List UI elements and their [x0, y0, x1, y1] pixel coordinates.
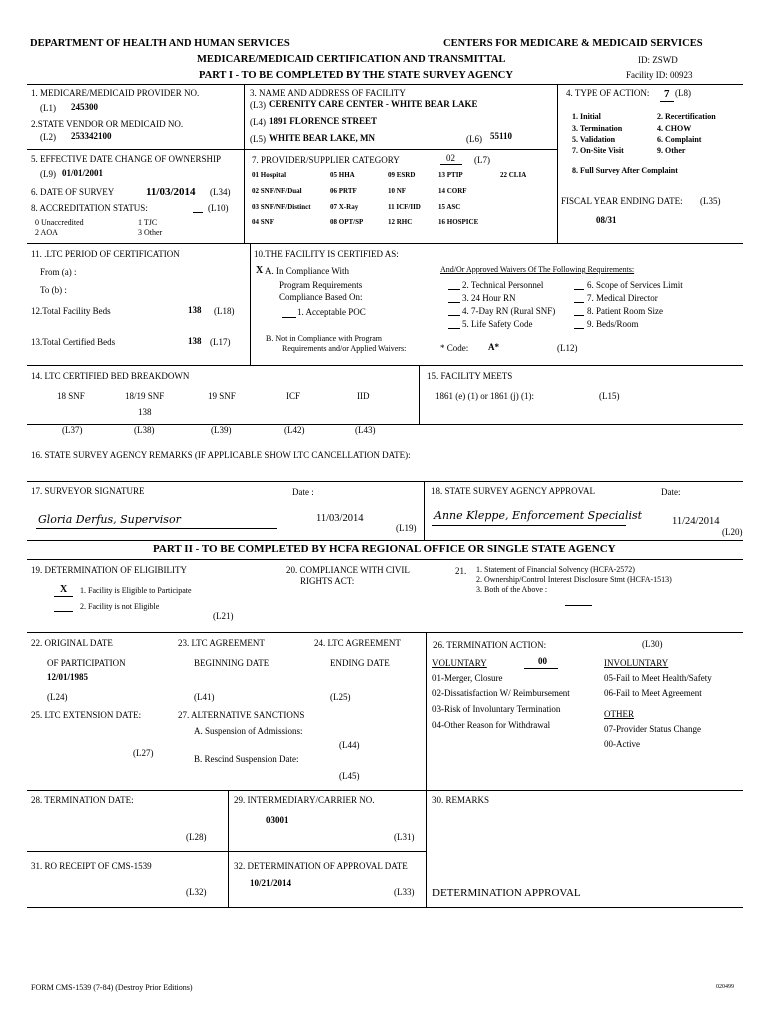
determination-approval: DETERMINATION APPROVAL [432, 887, 581, 899]
ltc-end-sub: ENDING DATE [330, 658, 390, 668]
involuntary-heading: INVOLUNTARY [604, 658, 669, 668]
survey-date-label: 6. DATE OF SURVEY [31, 187, 115, 197]
rescind-suspension: B. Rescind Suspension Date: [194, 754, 299, 764]
l5-code: (L5) [250, 134, 266, 144]
col-1819snf: 18/19 SNF [125, 391, 165, 401]
compliance-x: X [256, 265, 264, 276]
vol-03: 03-Risk of Involuntary Termination [432, 704, 561, 714]
ltc-to: To (b) : [40, 285, 67, 295]
cat-22: 22 CLIA [500, 171, 527, 179]
remarks-16-label: 16. STATE SURVEY AGENCY REMARKS (IF APPLICABLE SHOW LTC CANCELLATION DATE): [31, 450, 411, 460]
provider-category-code: (L7) [474, 155, 490, 165]
part2-title: PART II - TO BE COMPLETED BY HCFA REGIONAL OFFICE OR SINGLE STATE AGENCY [153, 543, 616, 555]
fiscal-year-label: FISCAL YEAR ENDING DATE: [561, 196, 683, 206]
not-eligible-opt: 2. Facility is not Eligible [80, 602, 160, 611]
not-compliance-2: Requirements and/or Applied Waivers: [282, 344, 407, 353]
facility-meets-label: 15. FACILITY MEETS [427, 371, 513, 381]
compliance-a: A. In Compliance With [265, 266, 349, 276]
certified-as-label: 10.THE FACILITY IS CERTIFIED AS: [254, 249, 399, 259]
l4-code: (L4) [250, 117, 266, 127]
accred-opt-2: 2 AOA [35, 228, 58, 237]
participation-date: 12/01/1985 [47, 672, 89, 682]
waiver-5: 5. Life Safety Code [462, 319, 533, 329]
l39: (L39) [211, 425, 232, 435]
facility-city: WHITE BEAR LAKE, MN [269, 133, 376, 143]
ownership-change-date: 01/01/2001 [62, 168, 104, 178]
type-of-action-value: 7 [664, 88, 670, 100]
civil-rights-label-2: RIGHTS ACT: [300, 576, 355, 586]
l28: (L28) [186, 832, 207, 842]
l37: (L37) [62, 425, 83, 435]
s21-item-2: 2. Ownership/Control Interest Disclosure Stmt (HCFA-1513) [476, 575, 672, 584]
ro-receipt-label: 31. RO RECEIPT OF CMS-1539 [31, 861, 152, 871]
vol-01: 01-Merger, Closure [432, 673, 503, 683]
l38: (L38) [134, 425, 155, 435]
accred-opt-3: 3 Other [138, 228, 163, 237]
cat-14: 14 CORF [438, 187, 467, 195]
provider-category-value: 02 [446, 153, 455, 163]
l43: (L43) [355, 425, 376, 435]
s21-num: 21. [455, 566, 467, 576]
cat-15: 15 ASC [438, 203, 461, 211]
acceptable-poc: 1. Acceptable POC [297, 307, 366, 317]
surveyor-date-label: Date : [292, 487, 314, 497]
l19: (L19) [396, 523, 417, 533]
termination-date-label: 28. TERMINATION DATE: [31, 795, 134, 805]
accreditation-code: (L10) [208, 203, 229, 213]
cat-07: 07 X-Ray [330, 203, 359, 211]
action-opt-7: 7. On-Site Visit [572, 146, 624, 155]
eligible-opt: 1. Facility is Eligible to Participate [80, 586, 192, 595]
l27: (L27) [133, 748, 154, 758]
not-compliance-1: B. Not in Compliance with Program [266, 334, 382, 343]
alt-sanctions-label: 27. ALTERNATIVE SANCTIONS [178, 710, 305, 720]
certified-beds-code: (L17) [210, 337, 231, 347]
fiscal-year-code: (L35) [700, 196, 721, 206]
waiver-6: 6. Scope of Services Limit [587, 280, 683, 290]
provider-no-code: (L1) [40, 103, 56, 113]
facility-name: CERENITY CARE CENTER - WHITE BEAR LAKE [269, 99, 478, 109]
part1-title: PART I - TO BE COMPLETED BY THE STATE SURVEY AGENCY [199, 70, 513, 81]
agency-approval-label: 18. STATE SURVEY AGENCY APPROVAL [431, 486, 595, 496]
approval-date-value: 10/21/2014 [250, 878, 292, 888]
col-19snf: 19 SNF [208, 391, 236, 401]
cat-13: 13 PTIP [438, 171, 463, 179]
vol-04: 04-Other Reason for Withdrawal [432, 720, 551, 730]
l15: (L15) [599, 391, 620, 401]
extension-date-label: 25. LTC EXTENSION DATE: [31, 710, 142, 720]
eligibility-label: 19. DETERMINATION OF ELIGIBILITY [31, 565, 187, 575]
surveyor-sig-label: 17. SURVEYOR SIGNATURE [31, 486, 145, 496]
type-of-action-code: (L8) [675, 88, 691, 98]
cat-01: 01 Hospital [252, 171, 287, 179]
waiver-4: 4. 7-Day RN (Rural SNF) [462, 306, 556, 316]
cat-04: 04 SNF [252, 218, 274, 226]
cat-05: 05 HHA [330, 171, 355, 179]
waiver-8: 8. Patient Room Size [587, 306, 663, 316]
compliance-based: Compliance Based On: [279, 292, 363, 302]
original-date-label: 22. ORIGINAL DATE [31, 638, 113, 648]
accred-opt-1: 1 TJC [138, 218, 158, 227]
agency-date-label: Date: [661, 487, 681, 497]
l20: (L20) [722, 527, 743, 537]
agency-signature: Anne Kleppe, Enforcement Specialist [434, 509, 643, 522]
code-value: A* [488, 342, 499, 352]
l30: (L30) [642, 639, 663, 649]
action-opt-1: 1. Initial [572, 112, 601, 121]
centers-name: CENTERS FOR MEDICARE & MEDICAID SERVICES [443, 38, 703, 49]
facility-id: Facility ID: 00923 [626, 70, 693, 80]
l24: (L24) [47, 692, 68, 702]
ltc-end-label: 24. LTC AGREEMENT [314, 638, 401, 648]
fiscal-year-value: 08/31 [596, 215, 617, 225]
surveyor-signature: Gloria Derfus, Supervisor [38, 513, 181, 526]
provider-no-value: 245300 [71, 102, 98, 112]
other-07: 07-Provider Status Change [604, 724, 701, 734]
facility-meets-text: 1861 (e) (1) or 1861 (j) (1): [435, 391, 534, 401]
termination-value: 00 [538, 656, 547, 666]
ltc-period-label: 11. .LTC PERIOD OF CERTIFICATION [31, 249, 180, 259]
cat-03: 03 SNF/NF/Distinct [252, 203, 311, 211]
total-beds-code: (L18) [214, 306, 235, 316]
waivers-heading: And/Or Approved Waivers Of The Following Requirements: [440, 265, 635, 274]
cat-10: 10 NF [388, 187, 407, 195]
l45: (L45) [339, 771, 360, 781]
col-icf: ICF [286, 391, 301, 401]
survey-date-value: 11/03/2014 [146, 186, 196, 198]
other-00: 00-Active [604, 739, 640, 749]
cat-02: 02 SNF/NF/Dual [252, 187, 302, 195]
l25: (L25) [330, 692, 351, 702]
certified-beds-value: 138 [188, 336, 202, 346]
cat-06: 06 PRTF [330, 187, 357, 195]
provider-no-label: 1. MEDICARE/MEDICAID PROVIDER NO. [31, 88, 200, 98]
eligible-x: X [60, 584, 68, 595]
code-label: * Code: [440, 343, 469, 353]
program-req: Program Requirements [279, 280, 363, 290]
agency-date: 11/24/2014 [672, 516, 720, 527]
action-opt-9: 9. Other [657, 146, 686, 155]
facility-address-label: 3. NAME AND ADDRESS OF FACILITY [250, 88, 406, 98]
l12-code: (L12) [557, 343, 578, 353]
participation-label: OF PARTICIPATION [47, 658, 126, 668]
ltc-begin-label: 23. LTC AGREEMENT [178, 638, 265, 648]
accreditation-label: 8. ACCREDITATION STATUS: [31, 203, 148, 213]
action-opt-6: 6. Complaint [657, 135, 702, 144]
dept-name: DEPARTMENT OF HEALTH AND HUMAN SERVICES [30, 38, 290, 49]
facility-zip: 55110 [490, 131, 513, 141]
remarks-30-label: 30. REMARKS [432, 795, 490, 805]
approval-date-label: 32. DETERMINATION OF APPROVAL DATE [234, 861, 408, 871]
intermediary-value: 03001 [266, 815, 289, 825]
l31: (L31) [394, 832, 415, 842]
certified-beds-label: 13.Total Certified Beds [31, 337, 116, 347]
form-id: ID: ZSWD [638, 55, 678, 65]
l32: (L32) [186, 887, 207, 897]
survey-date-code: (L34) [210, 187, 231, 197]
total-beds-value: 138 [188, 305, 202, 315]
bed-1819snf-value: 138 [138, 407, 152, 417]
ownership-change-label: 5. EFFECTIVE DATE CHANGE OF OWNERSHIP [31, 154, 222, 164]
action-opt-8: 8. Full Survey After Complaint [572, 166, 678, 175]
action-opt-4: 4. CHOW [657, 124, 692, 133]
termination-action-label: 26. TERMINATION ACTION: [433, 640, 547, 650]
cat-16: 16 HOSPICE [438, 218, 479, 226]
ltc-begin-sub: BEGINNING DATE [194, 658, 270, 668]
cat-08: 08 OPT/SP [330, 218, 364, 226]
l41: (L41) [194, 692, 215, 702]
form-title: MEDICARE/MEDICAID CERTIFICATION AND TRANSMITTAL [197, 54, 506, 65]
invol-05: 05-Fail to Meet Health/Safety [604, 673, 712, 683]
ownership-change-code: (L9) [40, 169, 56, 179]
col-18snf: 18 SNF [57, 391, 85, 401]
l6-code: (L6) [466, 134, 482, 144]
form-code: 020499 [716, 984, 734, 990]
cat-12: 12 RHC [388, 218, 413, 226]
cat-11: 11 ICF/IID [388, 203, 421, 211]
intermediary-label: 29. INTERMEDIARY/CARRIER NO. [234, 795, 375, 805]
total-beds-label: 12.Total Facility Beds [31, 306, 111, 316]
l42: (L42) [284, 425, 305, 435]
vendor-no-code: (L2) [40, 132, 56, 142]
l44: (L44) [339, 740, 360, 750]
waiver-9: 9. Beds/Room [587, 319, 639, 329]
s21-item-1: 1. Statement of Financial Solvency (HCFA-2572) [476, 565, 635, 574]
suspension-admissions: A. Suspension of Admissions: [194, 726, 303, 736]
vendor-no-value: 253342100 [71, 131, 112, 141]
provider-category-label: 7. PROVIDER/SUPPLIER CATEGORY [252, 155, 400, 165]
vendor-no-label: 2.STATE VENDOR OR MEDICAID NO. [31, 119, 184, 129]
waiver-3: 3. 24 Hour RN [462, 293, 516, 303]
facility-street: 1891 FLORENCE STREET [269, 116, 378, 126]
l33: (L33) [394, 887, 415, 897]
s21-item-3: 3. Both of the Above : [476, 585, 548, 594]
vol-02: 02-Dissatisfaction W/ Reimbursement [432, 688, 570, 698]
surveyor-date: 11/03/2014 [316, 513, 364, 524]
l3-code: (L3) [250, 100, 266, 110]
cat-09: 09 ESRD [388, 171, 416, 179]
civil-rights-label-1: 20. COMPLIANCE WITH CIVIL [286, 565, 410, 575]
waiver-2: 2. Technical Personnel [462, 280, 544, 290]
action-opt-2: 2. Recertification [657, 112, 716, 121]
waiver-7: 7. Medical Director [587, 293, 658, 303]
bed-breakdown-label: 14. LTC CERTIFIED BED BREAKDOWN [31, 371, 190, 381]
invol-06: 06-Fail to Meet Agreement [604, 688, 702, 698]
action-opt-5: 5. Validation [572, 135, 616, 144]
action-opt-3: 3. Termination [572, 124, 623, 133]
other-heading: OTHER [604, 709, 634, 719]
ltc-from: From (a) : [40, 267, 77, 277]
l21: (L21) [213, 611, 234, 621]
accred-opt-0: 0 Unaccredited [35, 218, 84, 227]
col-iid: IID [357, 391, 370, 401]
voluntary-heading: VOLUNTARY [432, 658, 487, 668]
type-of-action-label: 4. TYPE OF ACTION: [566, 88, 650, 98]
form-number: FORM CMS-1539 (7-84) (Destroy Prior Editions) [31, 983, 193, 992]
